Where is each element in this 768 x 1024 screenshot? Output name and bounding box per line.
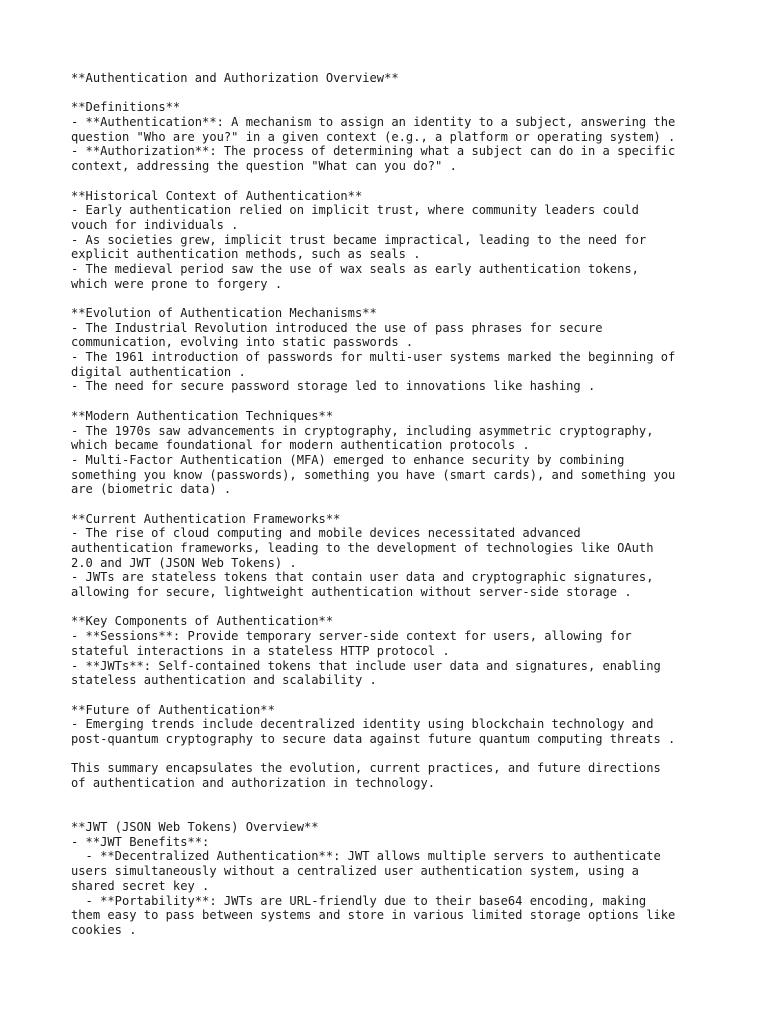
text-line: - **Sessions**: Provide temporary server-side context for users, allowing for xyxy=(71,629,632,644)
text-line: digital authentication . xyxy=(71,364,246,379)
text-line: - As societies grew, implicit trust became impractical, leading to the need for xyxy=(71,232,647,247)
spacer xyxy=(71,394,711,409)
document-title: **Authentication and Authorization Overview** xyxy=(71,71,399,85)
text-line: stateless authentication and scalability . xyxy=(71,673,377,688)
text-line: - **JWT Benefits**: xyxy=(71,834,210,849)
text-line: explicit authentication methods, such as seals . xyxy=(71,247,421,262)
text-line: This summary encapsulates the evolution, current practices, and future directions xyxy=(71,761,661,776)
text-line: question "Who are you?" in a given context (e.g., a platform or operating system) . xyxy=(71,129,676,144)
document-page xyxy=(71,71,711,938)
text-line: users simultaneously without a centralized user authentication system, using a xyxy=(71,864,639,879)
text-line: cookies . xyxy=(71,922,137,937)
text-line: are (biometric data) . xyxy=(71,482,232,497)
text-line: - The rise of cloud computing and mobile devices necessitated advanced xyxy=(71,526,581,541)
section-heading: **Definitions** xyxy=(71,100,181,115)
section-heading: **Future of Authentication** xyxy=(71,702,275,717)
section-heading: **Key Components of Authentication** xyxy=(71,614,334,629)
text-line: - JWTs are stateless tokens that contain user data and cryptographic signatures, xyxy=(71,570,654,585)
text-line: which became foundational for modern authentication protocols . xyxy=(71,438,530,453)
section-jwt-overview xyxy=(71,820,711,938)
section-modern-techniques xyxy=(71,409,711,497)
summary-paragraph xyxy=(71,761,711,790)
spacer xyxy=(71,791,711,820)
text-line: communication, evolving into static passwords . xyxy=(71,335,414,350)
text-line: vouch for individuals . xyxy=(71,217,239,232)
text-line: stateful interactions in a stateless HTTP protocol . xyxy=(71,643,450,658)
text-line: shared secret key . xyxy=(71,878,210,893)
text-line: authentication frameworks, leading to the development of technologies like OAuth xyxy=(71,541,654,555)
spacer xyxy=(71,497,711,512)
text-line: - Early authentication relied on implicit trust, where community leaders could xyxy=(71,203,639,218)
text-line: - The Industrial Revolution introduced the use of pass phrases for secure xyxy=(71,320,603,335)
spacer xyxy=(71,86,711,101)
text-line: - **Authentication**: A mechanism to assign an identity to a subject, answering the xyxy=(71,115,676,130)
section-definitions xyxy=(71,100,711,173)
section-heading: **JWT (JSON Web Tokens) Overview** xyxy=(71,820,319,835)
text-line: - Emerging trends include decentralized identity using blockchain technology and xyxy=(71,717,654,732)
text-line: of authentication and authorization in technology. xyxy=(71,776,436,790)
spacer xyxy=(71,747,711,762)
text-line: context, addressing the question "What can you do?" . xyxy=(71,159,457,174)
text-line: something you know (passwords), something you have (smart cards), and something you xyxy=(71,467,676,482)
text-line: - **JWTs**: Self-contained tokens that include user data and signatures, enabling xyxy=(71,658,661,673)
section-evolution xyxy=(71,306,711,394)
section-heading: **Historical Context of Authentication** xyxy=(71,188,363,203)
text-line: - **Authorization**: The process of determining what a subject can do in a specific xyxy=(71,144,676,159)
text-line: them easy to pass between systems and store in various limited storage options like xyxy=(71,908,676,923)
text-line: 2.0 and JWT (JSON Web Tokens) . xyxy=(71,555,297,570)
section-key-components xyxy=(71,614,711,687)
section-heading: **Modern Authentication Techniques** xyxy=(71,408,334,423)
text-line: post-quantum cryptography to secure data against future quantum computing threats . xyxy=(71,731,676,746)
section-heading: **Current Authentication Frameworks** xyxy=(71,511,341,526)
spacer xyxy=(71,174,711,189)
text-line: - The medieval period saw the use of wax seals as early authentication tokens, xyxy=(71,261,639,276)
spacer xyxy=(71,688,711,703)
spacer xyxy=(71,600,711,615)
text-line: - The 1970s saw advancements in cryptography, including asymmetric cryptography, xyxy=(71,423,654,438)
text-line: which were prone to forgery . xyxy=(71,276,283,291)
section-future xyxy=(71,703,711,747)
section-heading: **Evolution of Authentication Mechanisms** xyxy=(71,306,377,320)
text-line: - The need for secure password storage led to innovations like hashing . xyxy=(71,379,596,394)
spacer xyxy=(71,291,711,306)
text-line: - Multi-Factor Authentication (MFA) emerged to enhance security by combining xyxy=(71,452,625,467)
text-line: - **Decentralized Authentication**: JWT allows multiple servers to authenticate xyxy=(71,849,661,864)
text-line: - The 1961 introduction of passwords for multi-user systems marked the beginning of xyxy=(71,350,676,365)
section-current-frameworks xyxy=(71,512,711,600)
text-line: allowing for secure, lightweight authentication without server-side storage . xyxy=(71,585,632,600)
text-line: - **Portability**: JWTs are URL-friendly due to their base64 encoding, making xyxy=(71,893,647,908)
section-historical-context xyxy=(71,189,711,292)
